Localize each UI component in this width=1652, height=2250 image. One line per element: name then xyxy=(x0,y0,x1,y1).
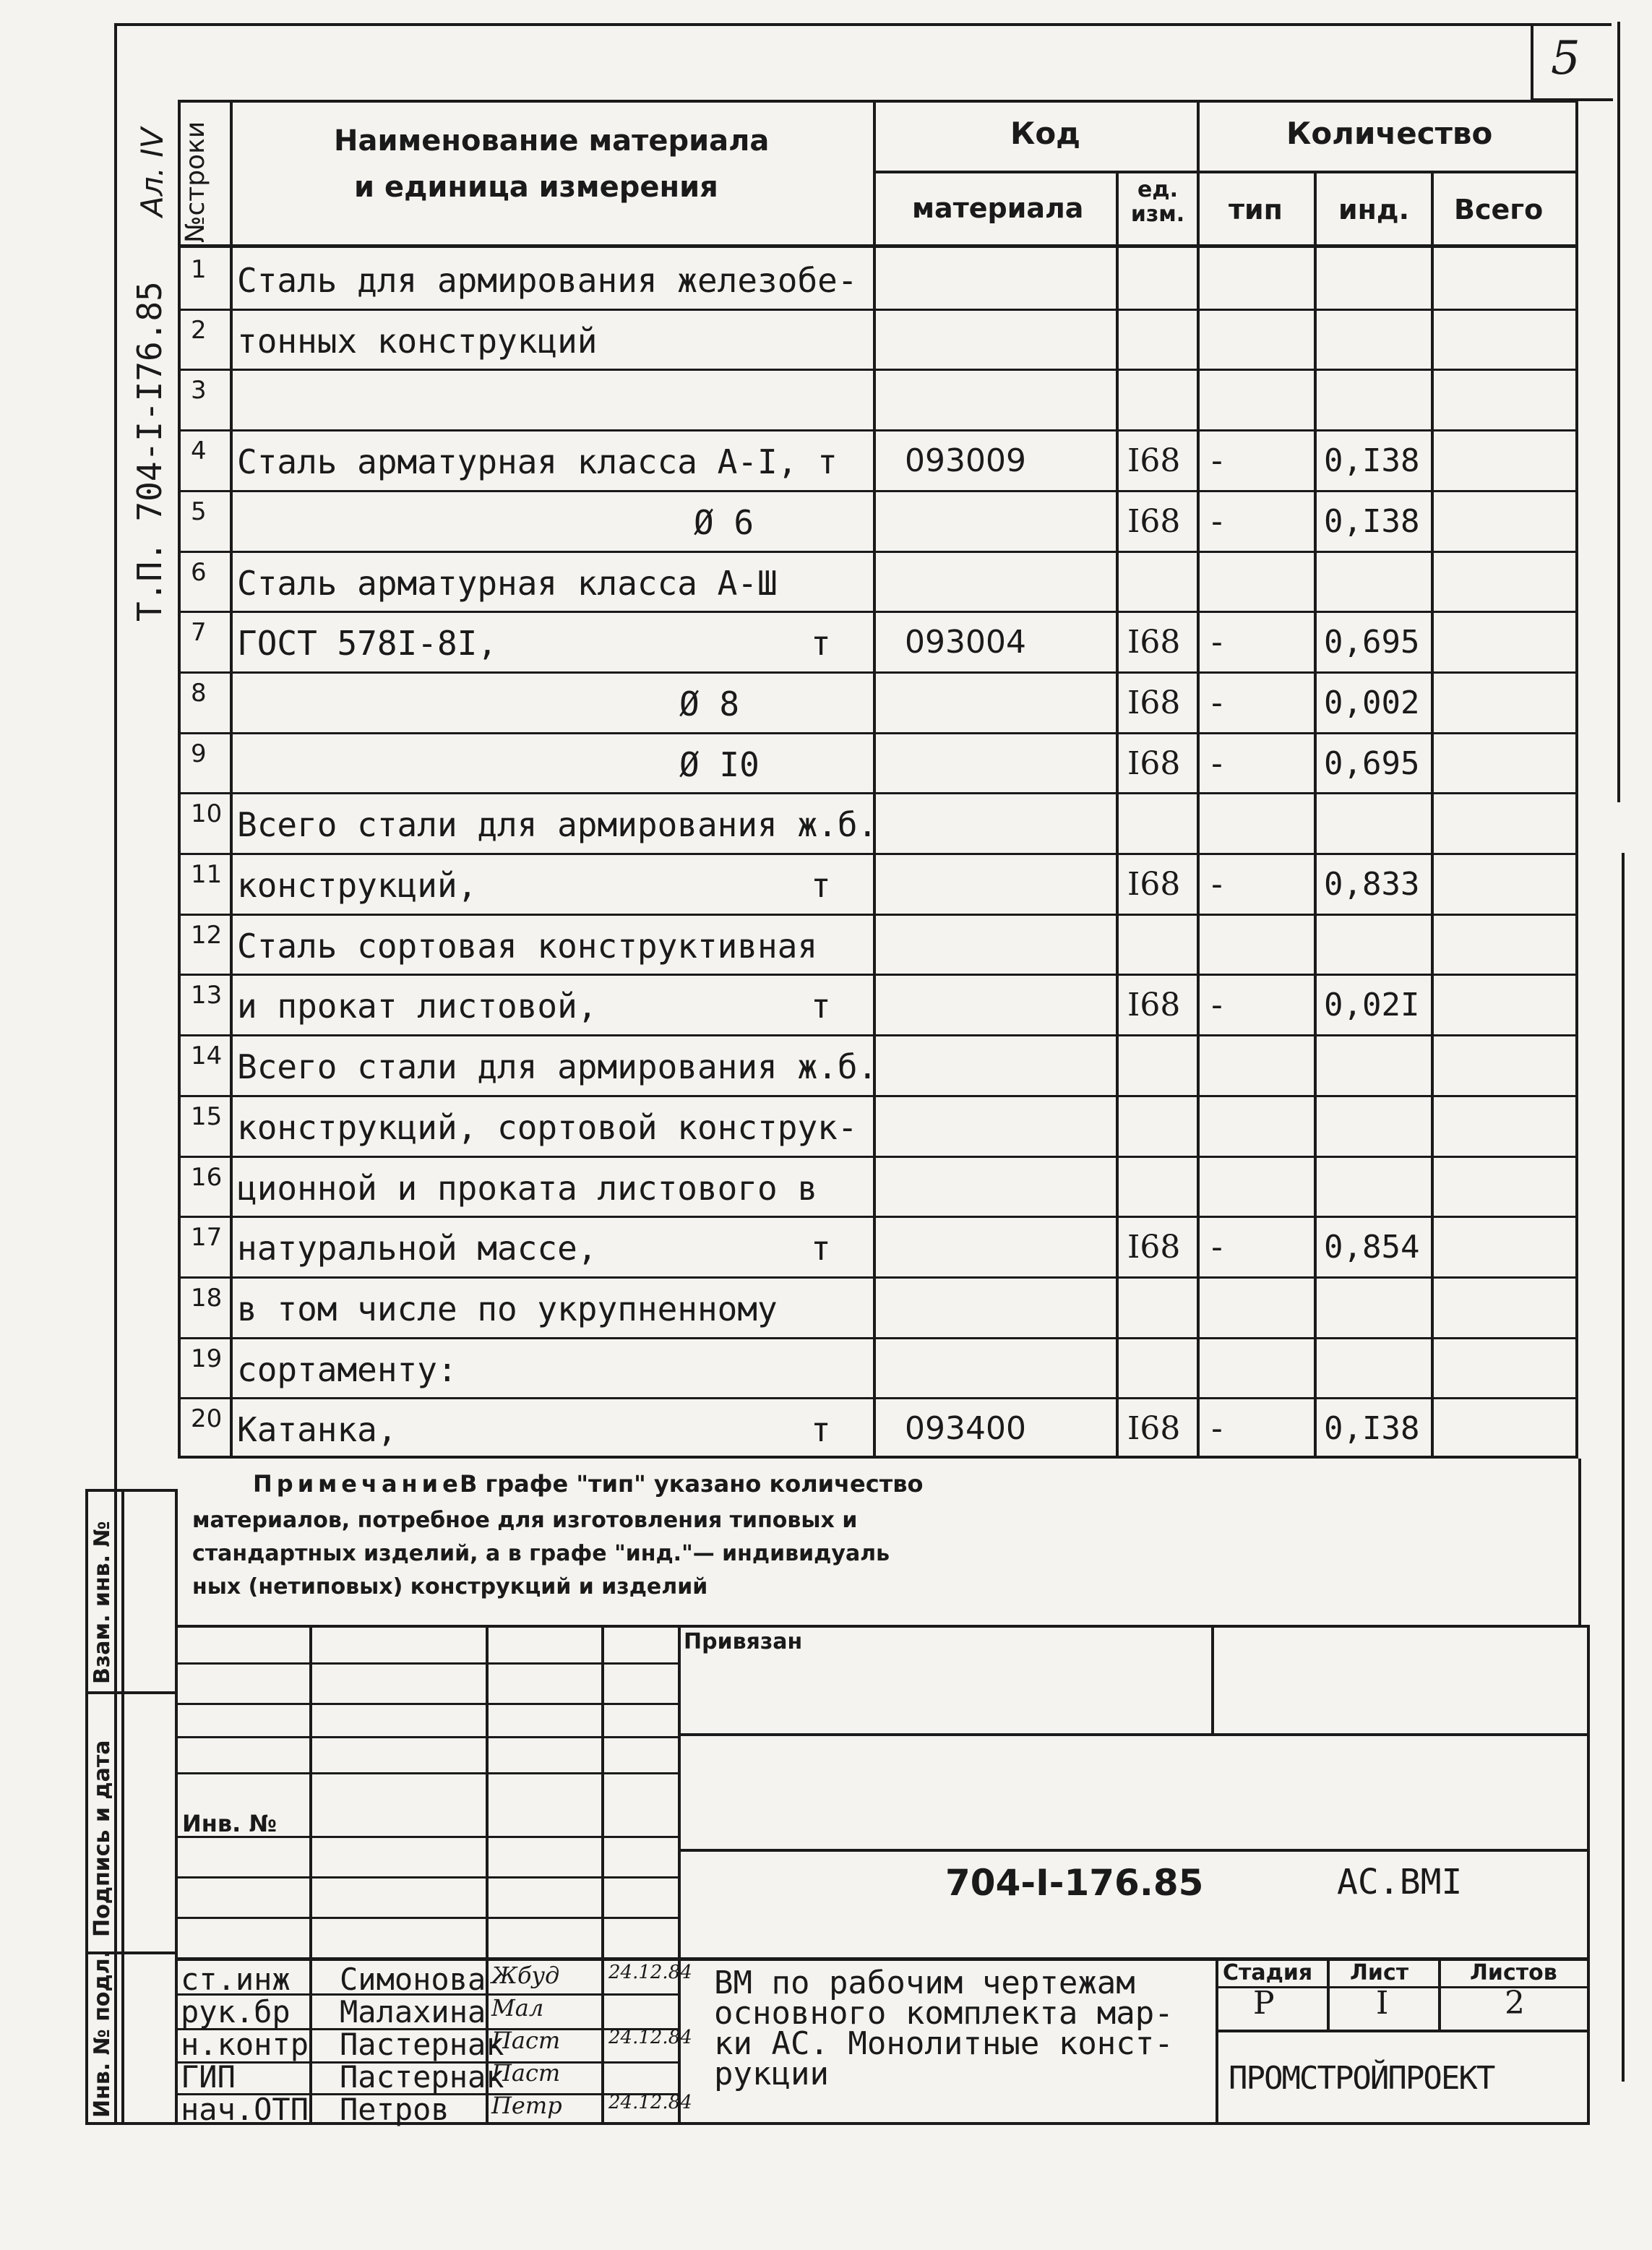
right-edge-line-lower xyxy=(1622,853,1625,2082)
row-material-name: натуральной массе, xyxy=(237,1229,598,1268)
row-number: 8 xyxy=(191,679,207,708)
note-right-line xyxy=(1578,1459,1581,1625)
vline-type xyxy=(1314,171,1317,1459)
row-material-name: конструкций, xyxy=(237,866,478,905)
row-separator xyxy=(178,309,1578,311)
col-header-name-1: Наименование материала xyxy=(334,124,770,158)
stage-value: Р xyxy=(1253,1985,1275,2022)
row-qty-type: - xyxy=(1211,684,1223,721)
row-material-name: в том числе по укрупненному xyxy=(237,1289,778,1328)
row-material-name: Всего стали для армирования ж.б. xyxy=(237,1047,878,1086)
row-separator xyxy=(178,732,1578,734)
tb-hline xyxy=(178,1876,678,1878)
person-role: ГИП xyxy=(181,2059,236,2095)
col-header-qty-ind: инд. xyxy=(1338,194,1410,226)
sheet-label: Лист xyxy=(1350,1960,1409,1985)
vline-ind xyxy=(1431,171,1434,1459)
row-number: 11 xyxy=(191,860,223,889)
row-number: 19 xyxy=(191,1344,223,1373)
row-number: 14 xyxy=(191,1042,223,1070)
doc-code: 704-I-176.85 xyxy=(945,1862,1204,1904)
row-number: 9 xyxy=(191,739,207,768)
vline-rownum xyxy=(230,100,233,1459)
row-number: 13 xyxy=(191,981,223,1010)
row-separator xyxy=(178,792,1578,794)
person-date: 24.12.84 xyxy=(608,1962,692,1983)
row-separator xyxy=(178,611,1578,613)
row-material-code: 093004 xyxy=(905,624,1026,661)
tb-hline-privyazan xyxy=(678,1733,1590,1736)
sheets-label: Листов xyxy=(1470,1960,1557,1985)
tb-hline xyxy=(178,1662,678,1665)
row-number: 10 xyxy=(191,799,223,828)
row-unit-code: I68 xyxy=(1127,866,1181,903)
sheet-value: I xyxy=(1376,1985,1389,2022)
tb-vline-stage-2 xyxy=(1438,1957,1441,2030)
tb-hline-stage-2 xyxy=(1216,2030,1590,2032)
note-line-3: стандартных изделий, а в графе "инд."— индивидуаль xyxy=(192,1541,890,1566)
person-signature: Мал xyxy=(491,1994,544,2022)
row-qty-type: - xyxy=(1211,1229,1223,1266)
row-unit-code: I68 xyxy=(1127,1410,1181,1447)
side-album-label: Ал. IV xyxy=(134,127,170,217)
row-separator xyxy=(178,853,1578,855)
person-date: 24.12.84 xyxy=(608,2027,692,2048)
row-number: 1 xyxy=(191,255,207,284)
tb-vline-4 xyxy=(678,1625,681,2125)
row-separator xyxy=(178,1156,1578,1158)
person-name: Петров xyxy=(340,2092,449,2127)
col-header-name-2: и единица измерения xyxy=(354,171,718,204)
row-number: 4 xyxy=(191,437,207,465)
tb-vline-desc xyxy=(1216,1957,1218,2125)
person-name: Пастернак xyxy=(340,2027,504,2062)
side-project-label: Т.П. 704-I-I76.85 xyxy=(130,281,169,622)
vline-code xyxy=(1116,171,1119,1459)
row-number: 16 xyxy=(191,1163,223,1192)
col-header-rownum: №строки xyxy=(181,121,210,243)
note-heading: Примечание xyxy=(253,1470,463,1498)
row-qty-ind: 0,833 xyxy=(1324,866,1420,903)
row-qty-ind: 0,695 xyxy=(1324,624,1420,661)
row-number: 17 xyxy=(191,1223,223,1252)
header-bottom-line xyxy=(178,244,1578,248)
header-mid-line xyxy=(873,171,1578,173)
row-number: 12 xyxy=(191,921,223,950)
col-header-code-unit: ед. изм. xyxy=(1130,177,1185,227)
row-material-name: Сталь для армирования железобе- xyxy=(237,261,858,300)
row-separator xyxy=(178,1337,1578,1339)
person-signature: Паст xyxy=(491,2027,561,2054)
person-role: нач.ОТП xyxy=(181,2092,309,2127)
row-separator xyxy=(178,1034,1578,1036)
row-number: 3 xyxy=(191,376,207,405)
row-separator xyxy=(178,1276,1578,1279)
row-number: 20 xyxy=(191,1404,223,1433)
right-edge-line xyxy=(1617,22,1620,802)
description-line-2: основного комплекта мар- xyxy=(714,1995,1174,2032)
row-separator xyxy=(178,551,1578,553)
row-material-name: сортаменту: xyxy=(237,1350,457,1389)
row-material-name: и прокат листовой, xyxy=(237,987,598,1026)
row-unit-code: I68 xyxy=(1127,442,1181,479)
row-material-name: Ø 8 xyxy=(679,684,740,723)
margin-strip-divider xyxy=(121,1489,124,2125)
row-qty-type: - xyxy=(1211,866,1223,903)
row-unit-code: I68 xyxy=(1127,503,1181,540)
row-qty-type: - xyxy=(1211,745,1223,782)
row-separator xyxy=(178,671,1578,674)
row-qty-ind: 0,I38 xyxy=(1324,1410,1420,1447)
tb-vline-stage-1 xyxy=(1327,1957,1330,2030)
description-line-4: рукции xyxy=(714,2056,829,2092)
col-header-code-material: материала xyxy=(912,192,1084,224)
stage-label: Стадия xyxy=(1223,1960,1313,1985)
row-qty-type: - xyxy=(1211,1410,1223,1447)
row-material-name: Ø 6 xyxy=(694,503,754,542)
person-name: Малахина xyxy=(340,1994,486,2030)
tb-hline xyxy=(178,1772,678,1774)
row-name-unit: т xyxy=(811,866,831,905)
row-name-unit: т xyxy=(811,624,831,663)
row-separator xyxy=(178,490,1578,492)
tb-hline xyxy=(178,1736,678,1738)
row-material-name: конструкций, сортовой конструк- xyxy=(237,1108,858,1147)
margin-label-inv-podl: Инв. № подл. xyxy=(90,1949,115,2118)
tb-vline-privyazan xyxy=(1211,1625,1214,1733)
col-header-qty-total: Всего xyxy=(1454,194,1544,226)
row-material-name: Всего стали для армирования ж.б. xyxy=(237,805,878,844)
row-number: 15 xyxy=(191,1102,223,1131)
row-qty-type: - xyxy=(1211,503,1223,540)
margin-label-vzam: Взам. инв. № xyxy=(90,1521,115,1684)
sheet-number: 5 xyxy=(1551,32,1580,85)
privyazan-label: Привязан xyxy=(684,1629,803,1654)
person-name: Симонова xyxy=(340,1962,486,1997)
vline-unit xyxy=(1197,100,1200,1459)
inv-no-label: Инв. № xyxy=(182,1810,277,1837)
row-material-name: ГОСТ 578I-8I, xyxy=(237,624,498,663)
person-date: 24.12.84 xyxy=(608,2092,692,2113)
person-signature: Жбуд xyxy=(491,1962,560,1989)
row-material-name: тонных конструкций xyxy=(237,322,598,361)
row-unit-code: I68 xyxy=(1127,1229,1181,1266)
row-separator xyxy=(178,1216,1578,1218)
row-number: 5 xyxy=(191,497,207,526)
row-separator xyxy=(178,429,1578,431)
margin-strip-sep-1 xyxy=(85,1691,178,1694)
col-header-code: Код xyxy=(1010,116,1081,151)
tb-vline-3 xyxy=(601,1625,604,2125)
doc-mark: АС.ВМI xyxy=(1337,1862,1463,1902)
row-name-unit: т xyxy=(811,1410,831,1449)
row-number: 18 xyxy=(191,1284,223,1313)
sheets-value: 2 xyxy=(1505,1985,1525,2022)
row-qty-ind: 0,02I xyxy=(1324,987,1420,1023)
row-unit-code: I68 xyxy=(1127,745,1181,782)
row-number: 2 xyxy=(191,316,207,345)
tb-hline xyxy=(178,1703,678,1705)
row-unit-code: I68 xyxy=(1127,624,1181,661)
row-name-unit: т xyxy=(811,1229,831,1268)
tb-vline-1 xyxy=(309,1625,312,2125)
person-signature: Паст xyxy=(491,2059,561,2087)
row-qty-type: - xyxy=(1211,442,1223,479)
person-role: рук.бр xyxy=(181,1994,291,2030)
row-separator xyxy=(178,369,1578,371)
note-line-2: материалов, потребное для изготовления типовых и xyxy=(192,1508,858,1533)
row-material-name: Катанка, xyxy=(237,1410,397,1449)
row-qty-type: - xyxy=(1211,624,1223,661)
row-number: 7 xyxy=(191,618,207,647)
row-name-unit: т xyxy=(811,987,831,1026)
row-material-name: ционной и проката листового в xyxy=(237,1169,818,1208)
col-header-qty: Количество xyxy=(1286,116,1493,151)
person-signature: Петр xyxy=(491,2092,562,2119)
row-separator xyxy=(178,974,1578,976)
person-name: Пастернак xyxy=(340,2059,504,2095)
row-separator xyxy=(178,1095,1578,1097)
row-material-code: 093400 xyxy=(905,1410,1026,1447)
row-number: 6 xyxy=(191,558,207,587)
row-unit-code: I68 xyxy=(1127,684,1181,721)
row-separator xyxy=(178,1397,1578,1399)
person-role: н.контр xyxy=(181,2027,309,2062)
row-separator xyxy=(178,914,1578,916)
row-qty-ind: 0,854 xyxy=(1324,1229,1420,1266)
organization: ПРОМСТРОЙПРОЕКТ xyxy=(1229,2060,1494,2097)
description-line-3: ки АС. Монолитные конст- xyxy=(714,2025,1174,2062)
row-qty-ind: 0,695 xyxy=(1324,745,1420,782)
row-qty-ind: 0,I38 xyxy=(1324,503,1420,540)
person-role: ст.инж xyxy=(181,1962,291,1997)
col-header-qty-type: тип xyxy=(1229,194,1283,226)
tb-hline-code-top xyxy=(678,1849,1590,1852)
note-line-4: ных (нетиповых) конструкций и изделий xyxy=(192,1574,708,1600)
row-qty-ind: 0,I38 xyxy=(1324,442,1420,479)
description-line-1: ВМ по рабочим чертежам xyxy=(714,1965,1135,2001)
row-material-code: 093009 xyxy=(905,442,1026,479)
tb-hline xyxy=(178,1917,678,1919)
margin-label-podpis: Подпись и дата xyxy=(90,1740,115,1937)
row-material-name: Ø I0 xyxy=(679,745,760,784)
row-qty-ind: 0,002 xyxy=(1324,684,1420,721)
row-material-name: Сталь сортовая конструктивная xyxy=(237,927,818,966)
vline-name xyxy=(873,100,876,1459)
row-qty-type: - xyxy=(1211,987,1223,1023)
row-material-name: Сталь арматурная класса А-I, т xyxy=(237,442,838,481)
row-unit-code: I68 xyxy=(1127,987,1181,1023)
row-material-name: Сталь арматурная класса А-Ш xyxy=(237,564,778,603)
note-line-1: В графе "тип" указано количество xyxy=(460,1470,924,1498)
